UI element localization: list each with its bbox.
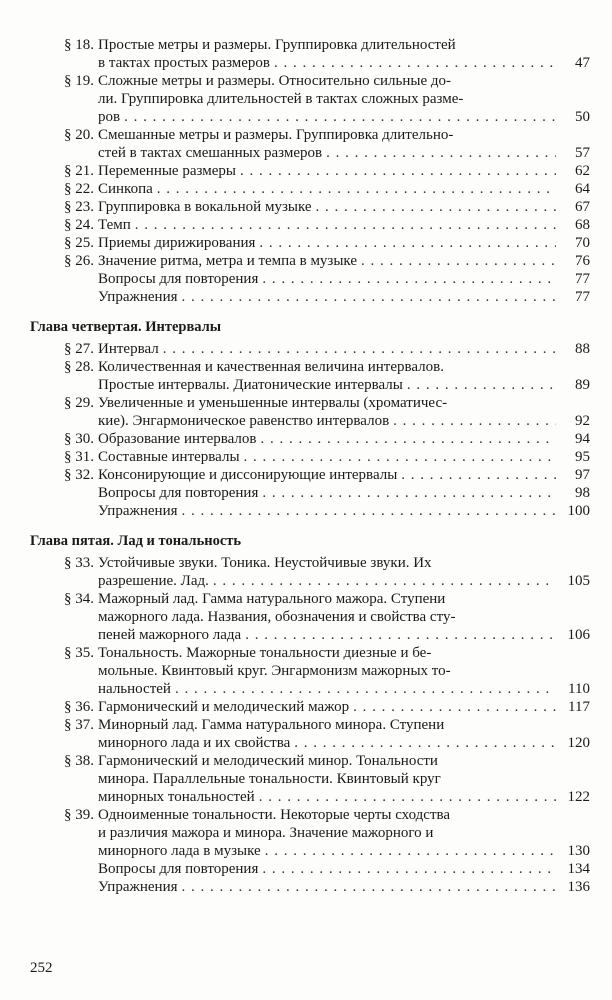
entry-title-line: Вопросы для повторения <box>98 485 259 501</box>
dot-leader <box>245 626 556 644</box>
section-number: § 18. <box>64 37 94 53</box>
dot-leader <box>240 162 556 180</box>
entry-title-line: Интервал <box>98 341 159 357</box>
entry-page-number: 89 <box>575 377 590 393</box>
toc-entry <box>30 234 590 252</box>
entry-title <box>98 216 560 234</box>
dot-leader <box>213 572 556 590</box>
section-number: § 21. <box>64 163 94 179</box>
section-number: § 36. <box>64 699 94 715</box>
toc-entry <box>30 126 590 162</box>
entry-title <box>98 484 560 502</box>
entry-title-line: Простые метры и размеры. Группировка длительностей <box>98 37 456 53</box>
entry-title <box>98 878 560 896</box>
section-number: § 33. <box>64 555 94 571</box>
entry-title <box>98 644 560 698</box>
toc-entry <box>30 198 590 216</box>
entry-page-number: 117 <box>568 699 590 715</box>
entry-title <box>98 448 560 466</box>
entry-title-line: и различия мажора и минора. Значение мажорного и <box>98 825 434 841</box>
dot-leader <box>316 198 556 216</box>
entry-title <box>98 860 560 878</box>
dot-leader <box>401 466 556 484</box>
section-number: § 20. <box>64 127 94 143</box>
dot-leader <box>135 216 556 234</box>
entry-title-line: Увеличенные и уменьшенные интервалы (хроматичес- <box>98 395 448 411</box>
entry-title-line: Смешанные метры и размеры. Группировка длительно- <box>98 127 454 143</box>
entry-page-number: 136 <box>567 879 590 895</box>
dot-leader <box>163 340 556 358</box>
toc-entry <box>30 36 590 72</box>
entry-title-line: минора. Параллельные тональности. Квинтовый круг <box>98 771 441 787</box>
entry-title-line: Гармонический и мелодический минор. Тональности <box>98 753 438 769</box>
dot-leader <box>259 234 556 252</box>
entry-title <box>98 270 560 288</box>
toc-entry <box>30 590 590 644</box>
entry-title <box>98 252 560 270</box>
section-number: § 32. <box>64 467 94 483</box>
entry-title-line: Переменные размеры <box>98 163 236 179</box>
entry-page-number: 110 <box>568 681 590 697</box>
entry-page-number: 98 <box>575 485 590 501</box>
entry-page-number: 76 <box>575 253 590 269</box>
section-number: § 37. <box>64 717 94 733</box>
entry-title <box>98 806 560 860</box>
toc-entry <box>30 430 590 448</box>
entry-title-line: Упражнения <box>98 503 178 519</box>
entry-page-number: 94 <box>575 431 590 447</box>
toc-entry <box>30 288 590 306</box>
toc-entry <box>30 466 590 484</box>
entry-title-line: Группировка в вокальной музыке <box>98 199 312 215</box>
entry-title-line: Упражнения <box>98 879 178 895</box>
toc-entry <box>30 554 590 590</box>
dot-leader <box>244 448 556 466</box>
entry-page-number: 70 <box>575 235 590 251</box>
dot-leader <box>157 180 556 198</box>
section-number: § 29. <box>64 395 94 411</box>
entry-title <box>98 590 560 644</box>
entry-title <box>98 466 560 484</box>
entry-title-line: ров <box>98 109 121 125</box>
entry-title-line: Минорный лад. Гамма натурального минора. Ступени <box>98 717 445 733</box>
entry-title-line: Темп <box>98 217 131 233</box>
page-number: 252 <box>30 960 53 976</box>
toc-entry <box>30 644 590 698</box>
toc-entry <box>30 752 590 806</box>
entry-title <box>98 752 560 806</box>
section-number: § 22. <box>64 181 94 197</box>
entry-title-line: Упражнения <box>98 289 178 305</box>
entry-title-line: Вопросы для повторения <box>98 861 259 877</box>
entry-title-line: кие). Энгармоническое равенство интервалов <box>98 413 390 429</box>
toc-entry <box>30 448 590 466</box>
entry-title <box>98 554 560 590</box>
entry-title <box>98 394 560 430</box>
entry-title-line: мольные. Квинтовый круг. Энгармонизм мажорных то- <box>98 663 451 679</box>
entry-page-number: 68 <box>575 217 590 233</box>
dot-leader <box>353 698 556 716</box>
entry-title <box>98 234 560 252</box>
section-number: § 28. <box>64 359 94 375</box>
entry-title <box>98 36 560 72</box>
toc-entry <box>30 502 590 520</box>
section-number: § 38. <box>64 753 94 769</box>
section-number: § 30. <box>64 431 94 447</box>
entry-page-number: 134 <box>567 861 590 877</box>
entry-page-number: 100 <box>567 503 590 519</box>
toc-entry <box>30 394 590 430</box>
dot-leader <box>182 878 557 896</box>
entry-title <box>98 502 560 520</box>
entry-title-line: Мажорный лад. Гамма натурального мажора. Ступени <box>98 591 446 607</box>
entry-title <box>98 430 560 448</box>
section-number: § 35. <box>64 645 94 661</box>
toc-entry <box>30 860 590 878</box>
dot-leader <box>262 860 556 878</box>
entry-title <box>98 162 560 180</box>
entry-title-line: Гармонический и мелодический мажор <box>98 699 350 715</box>
dot-leader <box>265 842 556 860</box>
entry-title-line: Вопросы для повторения <box>98 271 259 287</box>
toc-entry <box>30 878 590 896</box>
dot-leader <box>274 54 556 72</box>
entry-title-line: Значение ритма, метра и темпа в музыке <box>98 253 358 269</box>
entry-title-line: пеней мажорного лада <box>98 627 242 643</box>
entry-page-number: 47 <box>575 55 590 71</box>
entry-page-number: 105 <box>567 573 590 589</box>
entry-title-line: Простые интервалы. Диатонические интервалы <box>98 377 403 393</box>
entry-title-line: Тональность. Мажорные тональности диезные и бе- <box>98 645 432 661</box>
toc-entry <box>30 806 590 860</box>
entry-title <box>98 340 560 358</box>
entry-title-line: минорного лада и их свойства <box>98 735 291 751</box>
entry-page-number: 106 <box>567 627 590 643</box>
entry-title-line: нальностей <box>98 681 171 697</box>
entry-title-line: минорного лада в музыке <box>98 843 261 859</box>
entry-title-line: ли. Группировка длительностей в тактах сложных разме- <box>98 91 464 107</box>
dot-leader <box>260 430 556 448</box>
toc-entry <box>30 180 590 198</box>
chapter-heading: Глава четвертая. Интервалы <box>30 319 222 335</box>
entry-page-number: 122 <box>567 789 590 805</box>
entry-page-number: 77 <box>575 271 590 287</box>
entry-title <box>98 126 560 162</box>
entry-title-line: Сложные метры и размеры. Относительно сильные до- <box>98 73 452 89</box>
section-number: § 34. <box>64 591 94 607</box>
dot-leader <box>124 108 556 126</box>
dot-leader <box>262 484 556 502</box>
entry-page-number: 62 <box>575 163 590 179</box>
entry-title <box>98 358 560 394</box>
entry-title-line: Приемы дирижирования <box>98 235 256 251</box>
entry-title-line: Составные интервалы <box>98 449 240 465</box>
section-number: § 24. <box>64 217 94 233</box>
entry-title-line: Одноименные тональности. Некоторые черты сходства <box>98 807 451 823</box>
entry-page-number: 92 <box>575 413 590 429</box>
toc-entry <box>30 340 590 358</box>
dot-leader <box>259 788 556 806</box>
section-number: § 23. <box>64 199 94 215</box>
entry-title-line: стей в тактах смешанных размеров <box>98 145 323 161</box>
section-number: § 31. <box>64 449 94 465</box>
entry-title-line: Устойчивые звуки. Тоника. Неустойчивые звуки. Их <box>98 555 432 571</box>
chapter-heading: Глава пятая. Лад и тональность <box>30 533 242 549</box>
toc-entry <box>30 270 590 288</box>
toc-entry <box>30 72 590 126</box>
section-number: § 39. <box>64 807 94 823</box>
entry-page-number: 50 <box>575 109 590 125</box>
toc-entry <box>30 698 590 716</box>
entry-page-number: 57 <box>575 145 590 161</box>
toc-entry <box>30 358 590 394</box>
entry-title <box>98 72 560 126</box>
entry-title-line: Количественная и качественная величина интервалов. <box>98 359 445 375</box>
entry-page-number: 64 <box>575 181 590 197</box>
entry-title-line: Синкопа <box>98 181 153 197</box>
entry-title-line: разрешение. Лад. <box>98 573 209 589</box>
toc-entry <box>30 252 590 270</box>
entry-page-number: 67 <box>575 199 590 215</box>
entry-title <box>98 198 560 216</box>
dot-leader <box>262 270 556 288</box>
entry-title <box>98 698 560 716</box>
entry-page-number: 120 <box>567 735 590 751</box>
section-number: § 19. <box>64 73 94 89</box>
dot-leader <box>407 376 556 394</box>
toc-entry <box>30 162 590 180</box>
entry-title <box>98 288 560 306</box>
section-number: § 25. <box>64 235 94 251</box>
table-of-contents <box>30 36 590 896</box>
entry-title <box>98 180 560 198</box>
section-number: § 26. <box>64 253 94 269</box>
dot-leader <box>294 734 556 752</box>
entry-title-line: минорных тональностей <box>98 789 255 805</box>
toc-entry <box>30 716 590 752</box>
toc-entry <box>30 216 590 234</box>
section-number: § 27. <box>64 341 94 357</box>
toc-entry <box>30 484 590 502</box>
dot-leader <box>393 412 556 430</box>
entry-title-line: Образование интервалов <box>98 431 257 447</box>
dot-leader <box>182 502 557 520</box>
entry-title-line: в тактах простых размеров <box>98 55 271 71</box>
dot-leader <box>326 144 556 162</box>
dot-leader <box>175 680 556 698</box>
entry-page-number: 95 <box>575 449 590 465</box>
entry-page-number: 97 <box>575 467 590 483</box>
dot-leader <box>361 252 556 270</box>
entry-title-line: Консонирующие и диссонирующие интервалы <box>98 467 398 483</box>
entry-page-number: 77 <box>575 289 590 305</box>
entry-title-line: мажорного лада. Названия, обозначения и свойства сту- <box>98 609 456 625</box>
dot-leader <box>182 288 557 306</box>
entry-page-number: 130 <box>567 843 590 859</box>
entry-title <box>98 716 560 752</box>
entry-page-number: 88 <box>575 341 590 357</box>
